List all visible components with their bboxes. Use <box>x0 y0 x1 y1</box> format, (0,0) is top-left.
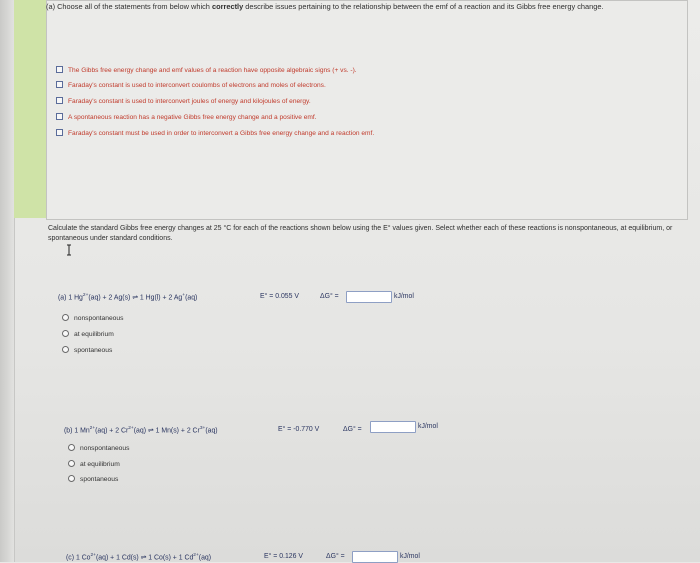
reaction-a-e0: E° = 0.055 V <box>260 293 299 300</box>
rx-charge: 3+ <box>199 426 206 431</box>
rx-end: (aq) <box>185 294 198 302</box>
rx-mid: (aq) + 1 Cd(s) ⇌ 1 Co(s) + 1 Cd <box>96 554 194 562</box>
radio-icon[interactable] <box>62 330 69 337</box>
reaction-a-dg-input[interactable] <box>346 291 392 303</box>
question-a-box <box>46 0 688 220</box>
instructions-text: Calculate the standard Gibbs free energy changes at 25 °C for each of the reactions shown below using the E° values given. Select whether each of these reactions is nonspontaneous, at equilibrium, or spontaneous under standard conditions. <box>48 225 673 242</box>
rx-charge: 2+ <box>82 293 89 298</box>
left-margin <box>0 0 14 562</box>
radio-icon[interactable] <box>62 346 69 353</box>
reaction-c-equation <box>66 553 211 561</box>
radio-label: at equilibrium <box>74 331 114 338</box>
reaction-a-unit: kJ/mol <box>394 293 414 300</box>
reaction-a-radio-equilibrium[interactable] <box>62 330 114 338</box>
rx-charge: 2+ <box>90 553 96 558</box>
rx-charge: 2+ <box>193 553 199 558</box>
radio-label: at equilibrium <box>80 461 120 468</box>
checkbox-option-1[interactable] <box>56 66 357 74</box>
rx-mid: (aq) + 2 Ag(s) ⇌ 1 Hg(l) + 2 Ag <box>88 294 183 302</box>
reaction-b-dg-input[interactable] <box>370 421 416 433</box>
prompt-bold: correctly <box>211 2 244 11</box>
reaction-b-radio-spontaneous[interactable] <box>68 475 118 483</box>
rx-mid: (aq) + 2 Cr <box>95 427 129 435</box>
checkbox-icon[interactable] <box>56 129 63 136</box>
checkbox-option-4[interactable] <box>56 113 317 121</box>
reaction-a-radio-spontaneous[interactable] <box>62 346 112 354</box>
rx-charge: + <box>182 293 186 298</box>
radio-icon[interactable] <box>62 314 69 321</box>
reaction-c-unit: kJ/mol <box>400 553 420 560</box>
checkbox-option-5[interactable] <box>56 129 374 137</box>
rx-end: (aq) <box>198 554 212 562</box>
option-label: Faraday's constant must be used in order to interconvert a Gibbs free energy change and a reaction emf. <box>68 130 375 137</box>
reaction-b-e0: E° = -0.770 V <box>278 426 320 433</box>
reaction-b-unit: kJ/mol <box>418 423 438 430</box>
checkbox-icon[interactable] <box>56 81 63 88</box>
question-b-box <box>14 218 687 562</box>
radio-label: spontaneous <box>80 476 119 483</box>
reaction-a-radio-nonspontaneous[interactable] <box>62 314 123 322</box>
reaction-c-dg-input[interactable] <box>352 551 398 563</box>
radio-label: nonspontaneous <box>80 445 130 452</box>
option-label: The Gibbs free energy change and emf values of a reaction have opposite algebraic signs (+ vs. -). <box>68 67 357 74</box>
radio-label: nonspontaneous <box>74 315 124 322</box>
rx-mid: (aq) ⇌ 1 Mn(s) + 2 Cr <box>133 427 200 435</box>
reaction-c-e0: E° = 0.126 V <box>264 553 303 560</box>
text-cursor-icon <box>66 244 72 256</box>
checkbox-option-2[interactable] <box>56 81 326 89</box>
question-a-prompt <box>46 2 676 12</box>
option-label: Faraday's constant is used to interconvert coulombs of electrons and moles of electrons. <box>68 82 326 89</box>
option-label: Faraday's constant is used to interconvert joules of energy and kilojoules of energy. <box>68 98 311 105</box>
reaction-b-equation <box>64 426 218 434</box>
reaction-c-dg-label: ΔG° = <box>326 553 345 560</box>
checkbox-option-3[interactable] <box>56 97 311 105</box>
reaction-b-dg-label: ΔG° = <box>343 426 362 433</box>
radio-icon[interactable] <box>68 444 75 451</box>
rx-charge: 2+ <box>128 426 134 431</box>
prompt-suffix: describe issues pertaining to the relationship between the emf of a reaction and its Gibbs free energy change. <box>243 2 604 11</box>
rx-end: (aq) <box>205 427 218 435</box>
reaction-a-equation <box>58 293 197 301</box>
checkbox-icon[interactable] <box>56 97 63 104</box>
option-label: A spontaneous reaction has a negative Gibbs free energy change and a positive emf. <box>68 114 317 121</box>
radio-icon[interactable] <box>68 460 75 467</box>
prompt-prefix: (a) Choose all of the statements from below which <box>46 2 212 11</box>
radio-label: spontaneous <box>74 347 113 354</box>
reaction-a-dg-label: ΔG° = <box>320 293 339 300</box>
reaction-b-radio-equilibrium[interactable] <box>68 460 120 468</box>
rx-label: (a) 1 Hg <box>58 294 83 302</box>
rx-label: (c) 1 Co <box>66 554 91 562</box>
checkbox-icon[interactable] <box>56 66 63 73</box>
rx-charge: 2+ <box>89 426 96 431</box>
rx-label: (b) 1 Mn <box>64 427 90 435</box>
checkbox-icon[interactable] <box>56 113 63 120</box>
question-status-bar <box>14 0 46 218</box>
radio-icon[interactable] <box>68 475 75 482</box>
reaction-b-radio-nonspontaneous[interactable] <box>68 444 129 452</box>
